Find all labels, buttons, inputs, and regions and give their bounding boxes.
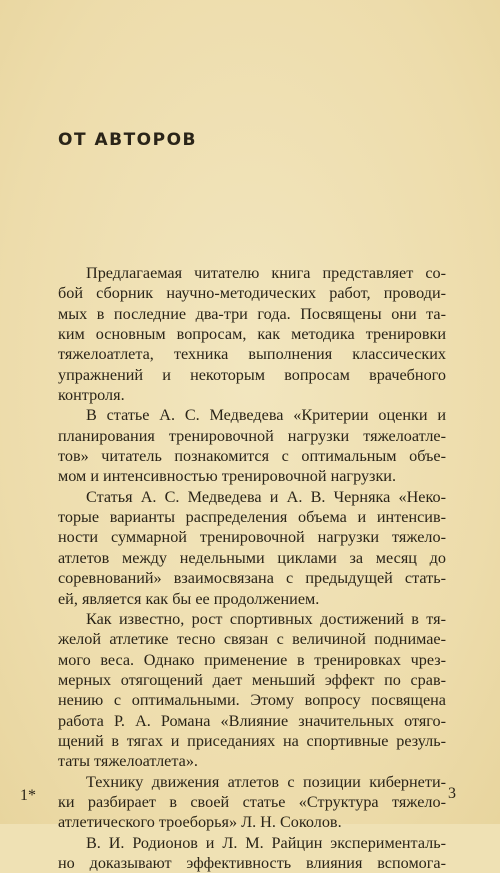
text-line: Статья А. С. Медведева и А. В. Черняка «Неко-	[86, 487, 446, 506]
text-line: щений в тягах и приседаниях на спортивные резуль-	[58, 731, 446, 750]
text-line: бой сборник научно-методических работ, проводи-	[58, 284, 446, 303]
text-line: тов» читатель познакомится с оптимальным объе-	[58, 447, 446, 466]
text-line: упражнений и некоторым вопросам врачебного	[58, 365, 446, 384]
text-line: атлетического троеборья» Л. Н. Соколов.	[58, 813, 342, 832]
text-line: тяжелоатлета, техника выполнения классических	[58, 345, 446, 364]
text-line: Технику движения атлетов с позиции кибернети-	[86, 772, 446, 791]
text-line: В статье А. С. Медведева «Критерии оценки и	[86, 406, 446, 425]
text-line: контроля.	[58, 386, 125, 405]
text-line: атлетов между недельными циклами за месяц до	[58, 548, 446, 567]
text-line: мерных отягощений дает меньший эффект по срав-	[58, 670, 446, 689]
section-heading: ОТ АВТОРОВ	[58, 130, 197, 150]
text-line: ности суммарной тренировочной нагрузки тяжело-	[58, 528, 446, 547]
text-line: желой атлетике тесно связан с величиной поднимае-	[58, 630, 446, 649]
body-text	[58, 263, 446, 873]
text-line: торые варианты распределения объема и интенсив-	[58, 508, 446, 527]
text-line: мого веса. Однако применение в тренировках чрез-	[58, 650, 446, 669]
text-line: ей, является как бы ее продолжением.	[58, 589, 320, 608]
text-line: мом и интенсивностью тренировочной нагрузки.	[58, 467, 397, 486]
text-line: соревнований» взаимосвязана с предыдущей стать-	[58, 569, 446, 588]
text-line: мых в последние два-три года. Посвящены они та-	[58, 304, 446, 323]
text-line: нению с оптимальными. Этому вопросу посвящена	[58, 691, 446, 710]
text-line: таты тяжелоатлета».	[58, 752, 198, 771]
text-line: В. И. Родионов и Л. М. Райцин эксперименталь-	[86, 833, 446, 852]
text-line: Предлагаемая читателю книга представляет со-	[86, 264, 446, 282]
text-line: ки разбирает в своей статье «Структура тяжело-	[58, 792, 446, 811]
page-number: 3	[448, 785, 456, 802]
text-line: Как известно, рост спортивных достижений в тя-	[86, 609, 446, 628]
signature-mark: 1*	[20, 787, 36, 804]
text-line: ким основным вопросам, как методика тренировки	[58, 325, 446, 344]
text-line: работа Р. А. Романа «Влияние значительных отяго-	[58, 711, 446, 730]
text-line: но доказывают эффективность влияния вспомога-	[58, 853, 446, 872]
text-line: планирования тренировочной нагрузки тяжелоатле-	[58, 426, 446, 445]
